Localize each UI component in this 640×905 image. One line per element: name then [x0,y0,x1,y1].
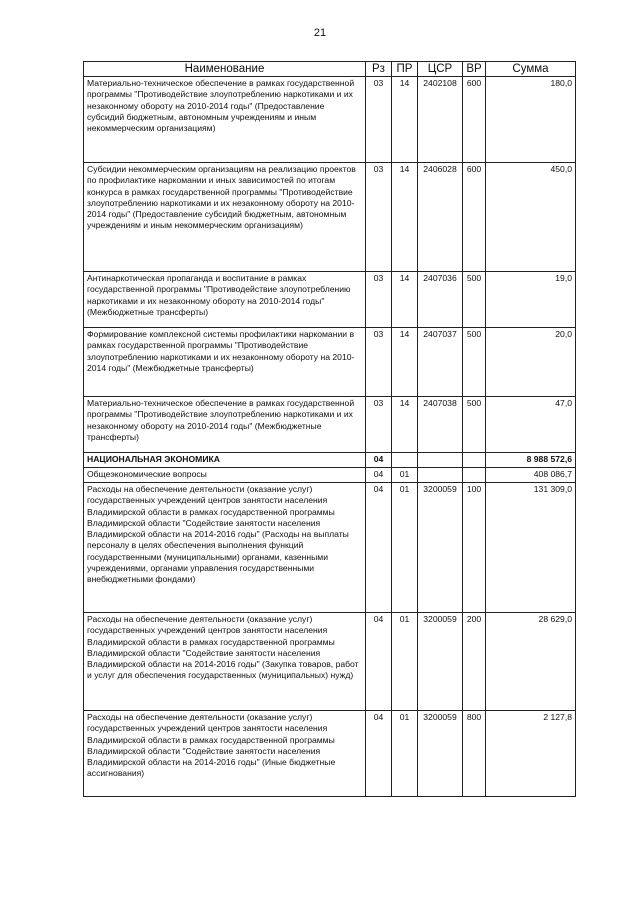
table-row [84,328,576,397]
row-sum: 8 988 572,6 [486,453,576,468]
row-vr [463,453,486,468]
row-rz: 03 [366,272,392,328]
row-csr: 3200059 [418,483,463,613]
row-vr: 800 [463,711,486,797]
header-csr: ЦСР [418,62,463,77]
row-csr: 2406028 [418,163,463,272]
row-rz: 04 [366,613,392,711]
row-rz: 03 [366,77,392,163]
row-rz: 03 [366,328,392,397]
row-sum: 47,0 [486,397,576,453]
row-sum: 19,0 [486,272,576,328]
row-pr: 14 [392,77,418,163]
table-row-section [84,453,576,468]
table-row [84,163,576,272]
row-name: НАЦИОНАЛЬНАЯ ЭКОНОМИКА [84,453,366,468]
row-pr [392,453,418,468]
row-vr: 200 [463,613,486,711]
row-name: Общеэкономические вопросы [84,468,366,483]
row-name: Формирование комплексной системы профилактики наркомании в рамках государственной программы "Противодействие злоупотреблению наркотиками и их незаконному обороту на 2010-2014 годы" (Межбюджетные трансферты) [84,328,366,397]
row-vr [463,468,486,483]
row-vr: 600 [463,163,486,272]
row-pr: 14 [392,328,418,397]
row-csr: 3200059 [418,711,463,797]
row-name: Материально-техническое обеспечение в рамках государственной программы "Противодействие злоупотреблению наркотиками и их незаконному обороту на 2010-2014 годы" (Межбюджетные трансферты) [84,397,366,453]
row-rz: 04 [366,711,392,797]
row-name: Материально-техническое обеспечение в рамках государственной программы "Противодействие злоупотреблению наркотиками и их незаконному обороту на 2010-2014 годы" (Предоставление субсидий бюджетным, автономным учреждениям и иным некоммерческим организациям) [84,77,366,163]
row-csr: 2407038 [418,397,463,453]
row-pr: 14 [392,272,418,328]
row-vr: 500 [463,397,486,453]
row-name: Субсидии некоммерческим организациям на реализацию проектов по профилактике наркомании и иных зависимостей по итогам конкурса в рамках государственной программы "Противодействие злоупотреблению наркотиками и их незаконному обороту на 2010-2014 годы" (Предоставление субсидий бюджетным, автономным учреждениям и иным некоммерческим организациям) [84,163,366,272]
table-row [84,483,576,613]
row-sum: 2 127,8 [486,711,576,797]
row-pr: 14 [392,163,418,272]
row-sum: 20,0 [486,328,576,397]
table-row-subsection [84,468,576,483]
row-rz: 04 [366,468,392,483]
row-vr: 600 [463,77,486,163]
header-name: Наименование [84,62,366,77]
table-row [84,272,576,328]
row-name: Расходы на обеспечение деятельности (оказание услуг) государственных учреждений центров занятости населения Владимирской области в рамках государственной программы Владимирской области "Содействие занятости населения Владимирской области на 2014-2016 годы" (Иные бюджетные ассигнования) [84,711,366,797]
table-header-row [84,62,576,77]
row-name: Антинаркотическая пропаганда и воспитание в рамках государственной программы "Противодействие злоупотреблению наркотиками и их незаконному обороту на 2010-2014 годы" (Межбюджетные трансферты) [84,272,366,328]
row-csr: 2402108 [418,77,463,163]
row-pr: 01 [392,711,418,797]
row-vr: 100 [463,483,486,613]
row-pr: 01 [392,483,418,613]
row-sum: 180,0 [486,77,576,163]
table-row [84,77,576,163]
table-row [84,613,576,711]
row-sum: 450,0 [486,163,576,272]
row-name: Расходы на обеспечение деятельности (оказание услуг) государственных учреждений центров занятости населения Владимирской области в рамках государственной программы Владимирской области "Содействие занятости населения Владимирской области на 2014-2016 годы" (Расходы на выплаты персоналу в целях обеспечения выполнения функций государственными (муниципальными) органами, казенными учреждениями, органами управления государственными внебюджетными фондами) [84,483,366,613]
table-row [84,711,576,797]
row-name: Расходы на обеспечение деятельности (оказание услуг) государственных учреждений центров занятости населения Владимирской области в рамках государственной программы Владимирской области "Содействие занятости населения Владимирской области на 2014-2016 годы" (Закупка товаров, работ и услуг для обеспечения государственных (муниципальных) нужд) [84,613,366,711]
row-rz: 03 [366,163,392,272]
row-sum: 28 629,0 [486,613,576,711]
header-pr: ПР [392,62,418,77]
row-vr: 500 [463,328,486,397]
row-pr: 01 [392,468,418,483]
row-vr: 500 [463,272,486,328]
header-rz: Рз [366,62,392,77]
header-vr: ВР [463,62,486,77]
row-csr [418,453,463,468]
row-csr: 2407037 [418,328,463,397]
row-rz: 03 [366,397,392,453]
row-pr: 14 [392,397,418,453]
table-row [84,397,576,453]
budget-table [83,61,576,797]
row-csr: 3200059 [418,613,463,711]
row-csr: 2407036 [418,272,463,328]
row-rz: 04 [366,453,392,468]
row-pr: 01 [392,613,418,711]
row-sum: 131 309,0 [486,483,576,613]
row-rz: 04 [366,483,392,613]
page-number: 21 [313,27,327,39]
row-sum: 408 086,7 [486,468,576,483]
header-sum: Сумма [486,62,576,77]
row-csr [418,468,463,483]
